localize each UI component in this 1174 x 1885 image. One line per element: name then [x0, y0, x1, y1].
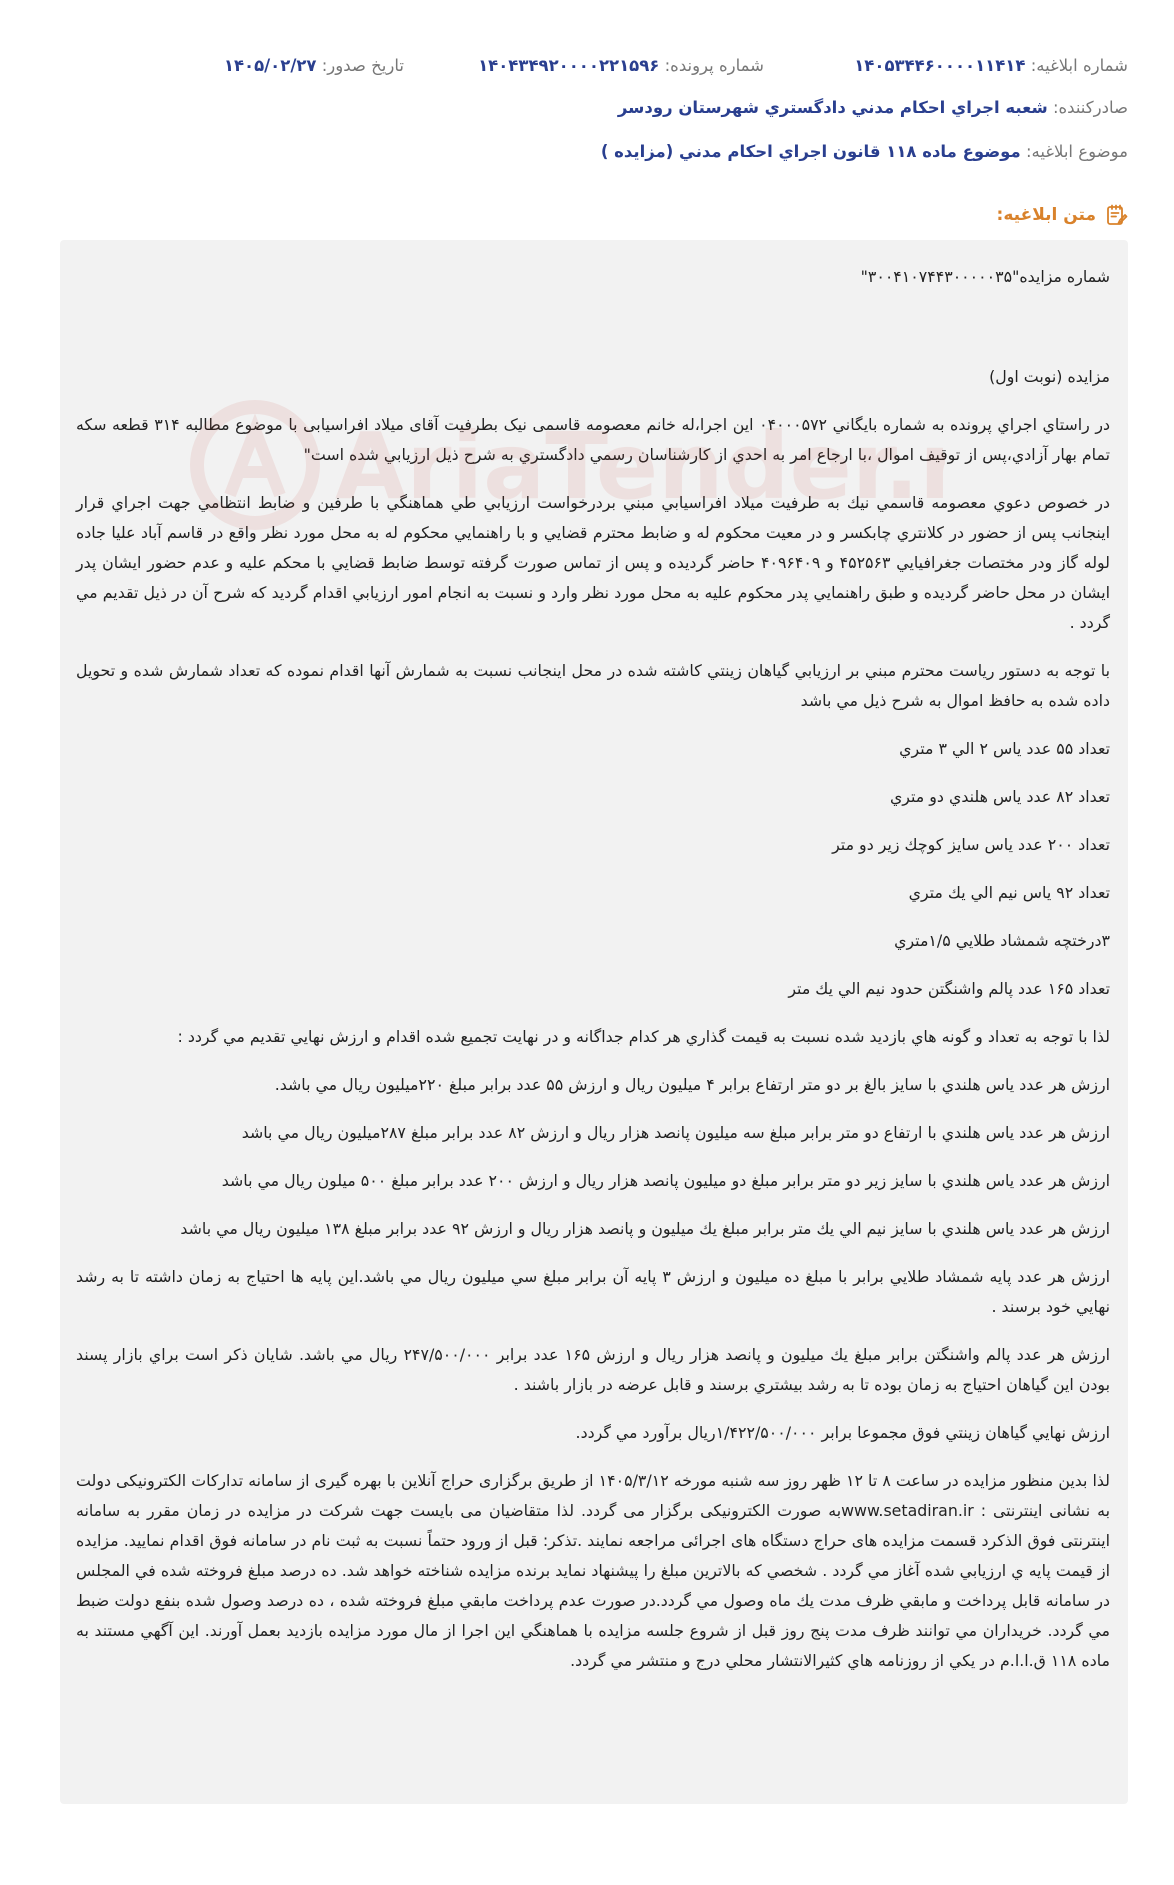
- body-paragraph: در راستاي اجراي پرونده به شماره بايگاني ۰۴۰۰۰۵۷۲ اين اجرا،له خانم معصومه قاسمی نیک بطرفيت آقای ميلاد افراسيابی با موضوع مطالبه ۳۱۴ قطعه سكه تمام بهار آزادي،پس از توقيف اموال ،با ارجاع امر به احدي از كارشناسان رسمي دادگستري به شرح ذيل ارزيابي شده است": [76, 415, 1111, 464]
- case-number: [478, 56, 764, 75]
- issue-date: [224, 56, 404, 75]
- notice-number: [854, 56, 1128, 75]
- inventory-item: تعداد ۸۲ عدد ياس هلندي دو متري: [889, 787, 1110, 806]
- body-paragraph: با توجه به دستور رياست محترم مبني بر ارزيابي گياهان زينتي كاشته شده در محل اينجانب نسبت به شمارش آنها اقدام نموده كه تعداد شمارش شده و تحويل داده شده به حافظ اموال به شرح ذيل مي باشد: [76, 661, 1110, 710]
- final-valuation: ارزش نهايي گياهان زينتي فوق مجموعا برابر ۱/۴۲۲/۵۰۰/۰۰۰ريال برآورد مي گردد.: [575, 1423, 1110, 1442]
- issuer-label: صادرکننده:: [1052, 98, 1128, 117]
- case-number-value: ۱۴۰۴۳۴۹۲۰۰۰۰۲۲۱۵۹۶: [478, 56, 660, 75]
- valuation-item: ارزش هر عدد ياس هلندي با سايز بالغ بر دو متر ارتفاع برابر ۴ ميليون ريال و ارزش ۵۵ عدد برابر مبلغ ۲۲۰ميليون ريال مي باشد.: [274, 1075, 1110, 1094]
- valuation-item: ارزش هر عدد ياس هلندي با ارتفاع دو متر برابر مبلغ سه ميليون پانصد هزار ريال و ارزش ۸۲ عدد برابر مبلغ ۲۸۷ميليون ريال مي باشد: [241, 1123, 1110, 1142]
- issue-date-value: ۱۴۰۵/۰۲/۲۷: [223, 56, 317, 75]
- meta-row: [38, 56, 1128, 84]
- subject-value: موضوع ماده ۱۱۸ قانون اجراي احكام مدني (مزايده ): [600, 142, 1021, 161]
- inventory-item: ۳درختچه شمشاد طلايي ۱/۵متري: [894, 931, 1110, 950]
- issuer: [618, 98, 1128, 117]
- notice-number-value: ۱۴۰۵۳۴۴۶۰۰۰۰۱۱۴۱۴: [854, 56, 1026, 75]
- case-number-label: شماره پرونده:: [664, 56, 764, 75]
- inventory-item: تعداد ۹۲ ياس نيم الي يك متري: [908, 883, 1110, 902]
- notice-number-label: شماره ابلاغیه:: [1030, 56, 1128, 75]
- valuation-item: ارزش هر عدد پايه شمشاد طلايي برابر با مبلغ ده ميليون و ارزش ۳ پايه آن برابر مبلغ سي ميليون ريال مي باشد.اين پايه ها احتياج به زمان داشته تا به رشد نهايي خود برسند .: [76, 1267, 1110, 1316]
- issue-date-label: تاریخ صدور:: [321, 56, 404, 75]
- notepad-icon: [1104, 203, 1128, 227]
- auction-round: مزايده (نوبت اول): [989, 367, 1110, 386]
- subject-label: موضوع ابلاغیه:: [1025, 142, 1128, 161]
- valuation-item: ارزش هر عدد ياس هلندي با سايز زير دو متر برابر مبلغ دو ميليون پانصد هزار ريال و ارزش ۲۰۰ عدد برابر مبلغ ۵۰۰ ميلون ريال مي باشد: [221, 1171, 1110, 1190]
- notice-body: [60, 240, 1128, 1804]
- valuation-item: ارزش هر عدد پالم واشنگتن برابر مبلغ يك ميليون و پانصد هزار ريال و ارزش ۱۶۵ عدد برابر ۲۴۷/۵۰۰/۰۰۰ ريال مي باشد. شايان ذكر است براي بازار پسند بودن اين گياهان احتياج به زمان بوده تا به رشد بيشتري برسند و قابل عرضه در بازار باشند .: [76, 1345, 1110, 1394]
- valuation-item: ارزش هر عدد ياس هلندي با سايز نيم الي يك متر برابر مبلغ يك ميليون و پانصد هزار ريال و ارزش ۹۲ عدد برابر مبلغ ۱۳۸ ميليون ريال مي باشد: [180, 1219, 1110, 1238]
- subject: [601, 142, 1128, 161]
- inventory-item: تعداد ۲۰۰ عدد ياس سايز كوچك زير دو متر: [832, 835, 1110, 854]
- auction-number: شماره مزايده"۳۰۰۴۱۰۷۴۴۳۰۰۰۰۰۳۵": [860, 267, 1110, 286]
- body-title: [997, 200, 1128, 230]
- auction-terms: لذا بدين منظور مزايده در ساعت ۸ تا ۱۲ ظهر روز سه شنبه مورخه ۱۴۰۵/۳/۱۲ از طريق برگزاری حراج آنلاين با بهره گيری از سامانه تدارکات الکترونيکی دولت به نشانی اينترنتی : www.setadiran.irبه صورت الكترونيكی برگزار می گردد. لذا متقاضيان می بايست جهت شرکت در مزايده در زمان مقرر به سامانه اينترنتی فوق الذکرد قسمت مزايده های حراج دستگاه های اجرائی مراجعه نمايند .تذكر: قبل از ورود حتماً نسبت به ثبت نام در سامانه فوق اقدام نماييد. مزايده از قيمت پايه ي ارزيابي شده آغاز مي گردد . شخصي كه بالاترين مبلغ را پيشنهاد نمايد برنده مزايده شناخته خواهد شد. ده درصد مبلغ فروخته شده في المجلس در سامانه قابل پرداخت و مابقي ظرف مدت يك ماه وصول مي گردد.در صورت عدم پرداخت مابقي مبلغ فروخته شده ، ده درصد وصول شده بنفع دولت ضبط مي گردد. خريداران مي توانند ظرف مدت پنج روز قبل از شروع جلسه مزايده با هماهنگي اين اجرا از مال مورد مزايده بازديد بعمل آورند. اين آگهي مستند به ماده ۱۱۸ ق.ا.ا.م در يكي از روزنامه هاي كثيرالانتشار محلي درج و منتشر مي گردد.: [76, 1471, 1110, 1670]
- body-paragraph: لذا با توجه به تعداد و گونه هاي بازديد شده نسبت به قيمت گذاري هر كدام جداگانه و در نهايت تجميع شده اقدام و ارزش نهايي تقديم مي گردد :: [177, 1027, 1110, 1046]
- issuer-value: شعبه اجراي احكام مدني دادگستري شهرستان رودسر: [617, 98, 1048, 117]
- body-paragraph: در خصوص دعوي معصومه قاسمي نيك به طرفيت ميلاد افراسيابي مبني بردرخواست ارزيابي طي هماهنگي با طرفين و ضابط انتظامي جهت اجراي قرار اينجانب پس از حضور در كلانتري چابكسر و در معيت محكوم له و ضابط محترم قضايي و با راهنمايي محكوم له به محل مورد نظر واقع در قاسم آباد عليا جاده لوله گاز ودر مختصات جغرافيايي ۴۵۲۵۶۳ و ۴۰۹۶۴۰۹ حاضر گرديده و پس از تماس صورت گرفته توسط ضابط قضايي با محكم عليه و عدم حضور ايشان پدر ايشان در محل حاضر گرديده و طبق راهنمايي پدر محكوم عليه به محل مورد نظر وارد و نسبت به انجام امور ارزيابي اقدام گرديد كه شرح آن در ذيل تقديم مي گردد .: [76, 493, 1110, 632]
- inventory-item: تعداد ۱۶۵ عدد پالم واشنگتن حدود نيم الي يك متر: [788, 979, 1110, 998]
- body-title-text: متن ابلاغیه:: [996, 205, 1096, 225]
- inventory-item: تعداد ۵۵ عدد ياس ۲ الي ۳ متري: [899, 739, 1110, 758]
